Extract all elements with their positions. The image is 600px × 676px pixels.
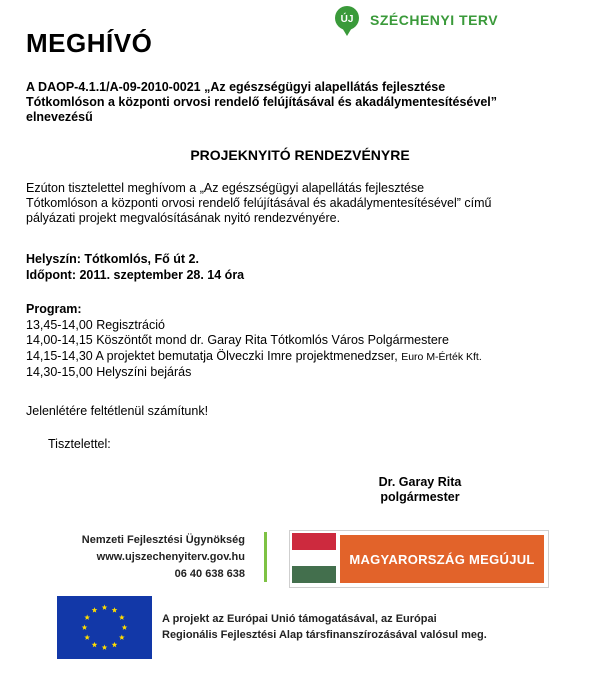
location-text: Helyszín: Tótkomlós, Fő út 2. <box>26 252 199 266</box>
paragraph-line: Ezúton tisztelettel meghívom a „Az egészségügyi alapellátás fejlesztése <box>26 181 425 195</box>
divider <box>264 532 267 582</box>
eu-flag-icon <box>57 596 152 659</box>
hungarian-flag-icon <box>292 533 336 583</box>
program-list <box>26 302 482 381</box>
time-text: Időpont: 2011. szeptember 28. 14 óra <box>26 268 245 282</box>
program-item <box>26 349 482 366</box>
document-title: MEGHÍVÓ <box>26 28 153 58</box>
logo-badge-text: ÚJ <box>340 14 354 25</box>
intro-line: A DAOP-4.1.1/A-09-2010-0021 „Az egészségügyi alapellátás fejlesztése <box>26 80 446 94</box>
eu-note-line: A projekt az Európai Unió támogatásával, az Európai <box>162 613 437 625</box>
closing-sentence: Jelenlétére feltétlenül számítunk! <box>26 404 209 418</box>
logo-label: SZÉCHENYI TERV <box>370 12 499 28</box>
magyarorszag-megujul-banner <box>289 530 549 588</box>
agency-website: www.ujszechenyiterv.gov.hu <box>96 551 245 563</box>
program-item: 13,45-14,00 Regisztráció <box>26 317 165 332</box>
eu-funding-note <box>162 611 582 643</box>
event-details <box>26 251 244 283</box>
banner-label: MAGYARORSZÁG MEGÚJUL <box>340 535 544 583</box>
signature-block <box>360 475 480 505</box>
intro-line: elnevezésű <box>26 110 93 124</box>
paragraph-line: Tótkomlóson a központi orvosi rendelő felújításával és akadálymentesítésével” című <box>26 196 492 210</box>
agency-name: Nemzeti Fejlesztési Ügynökség <box>81 534 245 546</box>
invitation-paragraph <box>26 181 574 226</box>
program-item-text: 14,15-14,30 A projektet bemutatja Ölveczki Imre projektmenedzser, <box>26 348 398 363</box>
signer-name: Dr. Garay Rita <box>378 475 462 489</box>
event-subtitle: PROJEKNYITÓ RENDEZVÉNYRE <box>190 147 410 163</box>
company-name: Euro M-Érték Kft. <box>401 350 482 363</box>
intro-paragraph <box>26 80 574 125</box>
intro-line: Tótkomlóson a központi orvosi rendelő felújításával és akadálymentesítésével” <box>26 95 497 109</box>
agency-contact <box>40 532 245 583</box>
map-pin-icon <box>332 6 362 36</box>
signer-role: polgármester <box>380 490 460 504</box>
program-item: 14,30-15,00 Helyszíni bejárás <box>26 365 192 379</box>
eu-note-line: Regionális Fejlesztési Alap társfinanszírozásával valósul meg. <box>162 629 487 641</box>
paragraph-line: pályázati projekt megvalósításának nyitó rendezvényére. <box>26 211 341 225</box>
program-heading: Program: <box>26 302 82 316</box>
agency-phone: 06 40 638 638 <box>174 568 245 580</box>
program-item: 14,00-14,15 Köszöntőt mond dr. Garay Rita Tótkomlós Város Polgármestere <box>26 333 449 347</box>
szechenyi-terv-logo <box>332 6 552 46</box>
regards-text: Tisztelettel: <box>48 437 111 451</box>
